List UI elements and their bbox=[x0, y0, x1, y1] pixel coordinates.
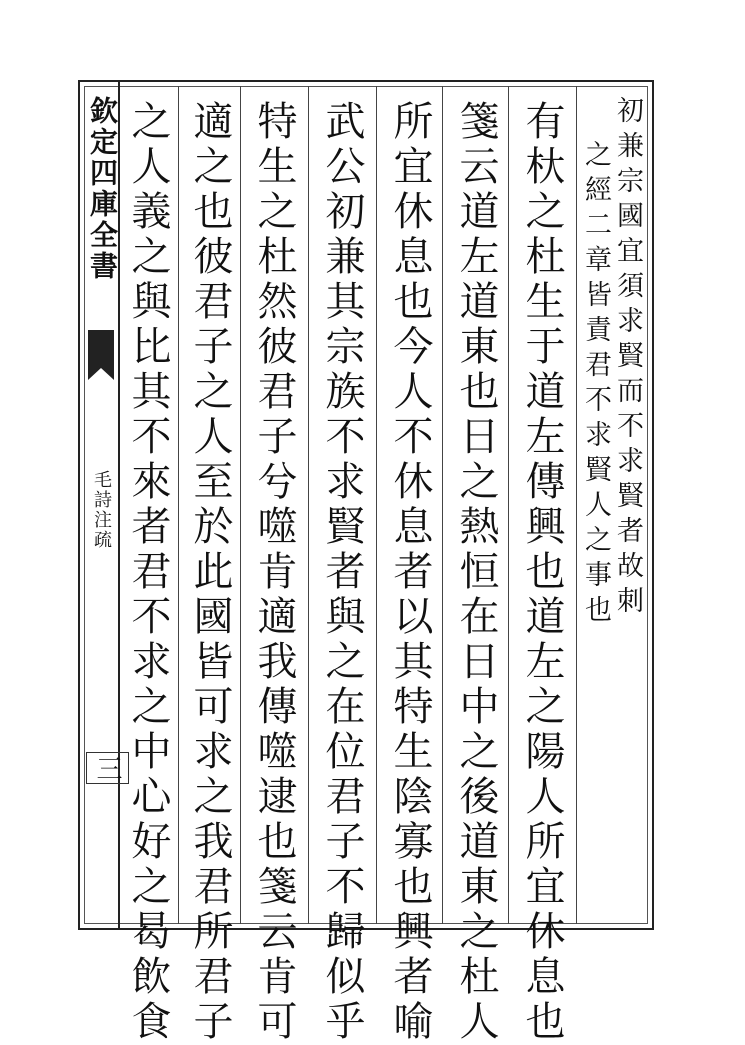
edition-title: 欽定四庫全書 bbox=[86, 96, 119, 282]
note-column-2: 之經二章皆責君不求賢人之事也 bbox=[580, 140, 611, 630]
page-number: 三 bbox=[86, 752, 129, 784]
column-rule bbox=[442, 86, 443, 924]
column-rule bbox=[576, 86, 577, 924]
column-rule bbox=[178, 86, 179, 924]
text-column-5: 特生之杜然彼君子兮噬肯適我傳噬逮也箋云肯可 bbox=[251, 100, 297, 1045]
book-title: 毛詩注疏 bbox=[91, 470, 112, 550]
column-rule bbox=[508, 86, 509, 924]
column-rule bbox=[376, 86, 377, 924]
text-column-3: 所宜休息也今人不休息者以其特生陰寡也興者喻 bbox=[387, 100, 433, 1045]
text-column-2: 箋云道左道東也日之熱恒在日中之後道東之杜人 bbox=[453, 100, 499, 1045]
column-rule bbox=[240, 86, 241, 924]
text-column-7: 之人義之與比其不來者君不求之中心好之曷飲食 bbox=[125, 100, 171, 1045]
text-column-1: 有杕之杜生于道左傳興也道左之陽人所宜休息也 bbox=[519, 100, 565, 1045]
column-rule bbox=[308, 86, 309, 924]
note-column-1: 初兼宗國宜須求賢而不求賢者故刺 bbox=[612, 96, 643, 621]
fishtail-mark bbox=[88, 330, 114, 368]
text-column-6: 適之也彼君子之人至於此國皆可求之我君所君子 bbox=[187, 100, 233, 1045]
text-column-4: 武公初兼其宗族不求賢者與之在位君子不歸似乎 bbox=[319, 100, 365, 1045]
